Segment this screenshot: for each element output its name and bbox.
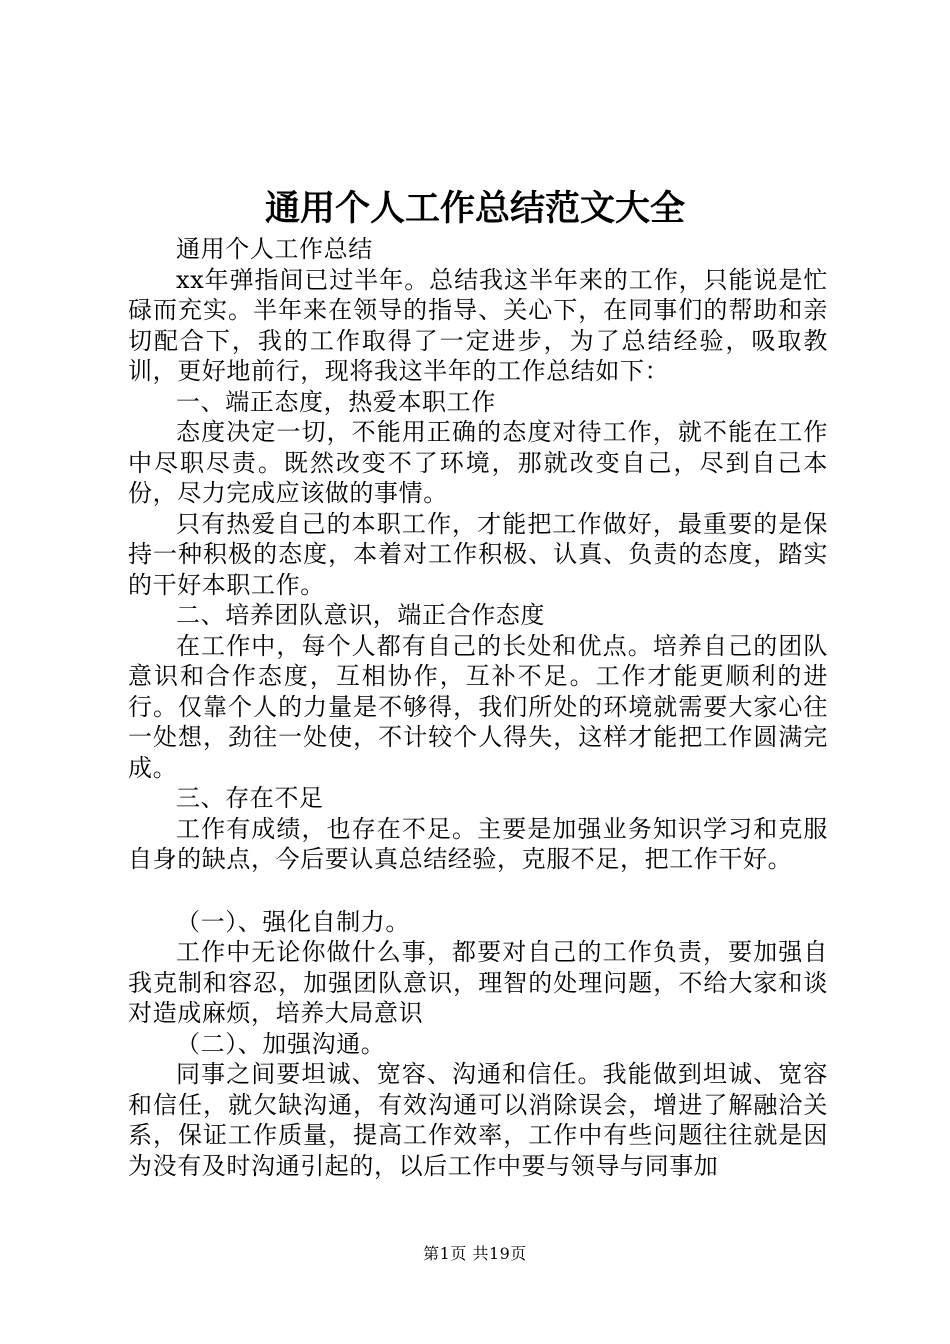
paragraph-shortcomings: 工作有成绩，也存在不足。主要是加强业务知识学习和克服自身的缺点，今后要认真总结经验，克服不足，把工作干好。 — [128, 814, 828, 873]
document-title: 通用个人工作总结范文大全 — [264, 188, 685, 229]
paragraph-intro: xx年弹指间已过半年。总结我这半年来的工作，只能说是忙碌而充实。半年来在领导的指导、关心下，在同事们的帮助和亲切配合下，我的工作取得了一定进步，为了总结经验，吸取教训，更好地前行，现将我这半年的工作总结如下： — [128, 265, 828, 385]
section-heading-1: 一、端正态度，热爱本职工作 — [176, 387, 496, 416]
paragraph-subtitle: 通用个人工作总结 — [176, 235, 373, 263]
paragraph-communication: 同事之间要坦诚、宽容、沟通和信任。我能做到坦诚、宽容和信任，就欠缺沟通，有效沟通可以消除误会，增进了解融洽关系，保证工作质量，提高工作效率，工作中有些问题往往就是因为没有及时沟通引起的，以后工作中要与领导与同事加 — [128, 1060, 828, 1180]
subheading-communication: （二）、加强沟通。 — [176, 1029, 386, 1058]
paragraph-love-work: 只有热爱自己的本职工作，才能把工作做好，最重要的是保持一种积极的态度，本着对工作积极、认真、负责的态度，踏实的干好本职工作。 — [128, 509, 828, 599]
section-heading-3: 三、存在不足 — [176, 784, 324, 812]
paragraph-self-control: 工作中无论你做什么事，都要对自己的工作负责，要加强自我克制和容忍，加强团队意识，理智的处理问题，不给大家和谈对造成麻烦，培养大局意识 — [128, 938, 828, 1027]
subheading-self-control: （一）、强化自制力。 — [176, 907, 410, 936]
paragraph-teamwork: 在工作中，每个人都有自己的长处和优点。培养自己的团队意识和合作态度，互相协作，互补不足。工作才能更顺利的进行。仅靠个人的力量是不够得，我们所处的环境就需要大家心往一处想，劲往一处使，不计较个人得失，这样才能把工作圆满完成。 — [128, 631, 828, 782]
paragraph-spacer — [128, 875, 828, 907]
paragraph-attitude: 态度决定一切，不能用正确的态度对待工作，就不能在工作中尽职尽责。既然改变不了环境，那就改变自己，尽到自己本份，尽力完成应该做的事情。 — [128, 418, 828, 507]
section-heading-2: 二、培养团队意识，端正合作态度 — [176, 601, 545, 629]
document-body — [128, 234, 828, 1181]
page-number-footer: 第1页 共19页 — [423, 1244, 527, 1263]
